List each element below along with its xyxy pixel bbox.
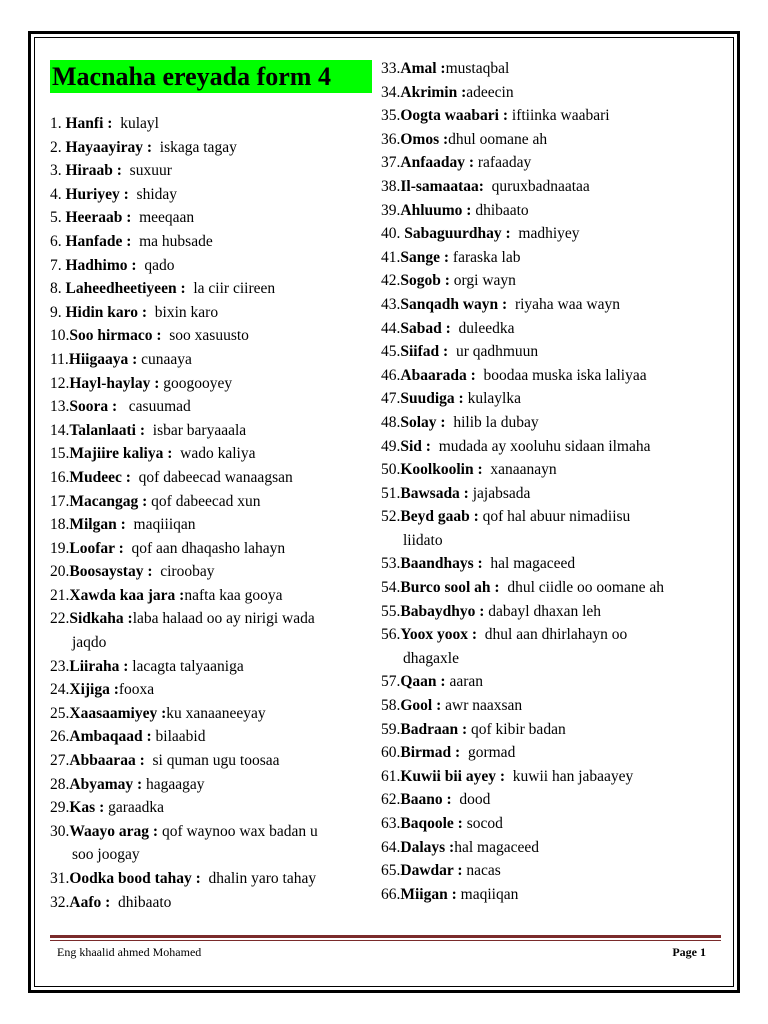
item-term: Il-samaataa: bbox=[400, 177, 484, 195]
item-number: 16. bbox=[50, 468, 70, 486]
item-number: 61. bbox=[381, 767, 401, 785]
item-number: 20. bbox=[50, 563, 70, 581]
item-number: 62. bbox=[381, 791, 401, 809]
item-definition: dhul oomane ah bbox=[448, 130, 548, 148]
item-number: 23. bbox=[50, 657, 70, 675]
item-term: Abyamay : bbox=[69, 775, 143, 793]
item-term: Akrimin : bbox=[400, 83, 467, 101]
item-term: Aafo : bbox=[69, 893, 111, 911]
item-number: 38. bbox=[381, 177, 401, 195]
item-definition-continued: liidato bbox=[403, 531, 443, 549]
item-definition: dhalin yaro tahay bbox=[200, 870, 317, 887]
item-definition: kulaylka bbox=[463, 390, 521, 408]
item-definition: madhiyey bbox=[510, 225, 580, 243]
item-term: Boosaystay : bbox=[69, 563, 153, 581]
item-term: Laheedheetiyeen : bbox=[65, 280, 186, 298]
vocab-item bbox=[381, 836, 721, 860]
item-term: Omos : bbox=[400, 130, 449, 148]
item-term: Birmad : bbox=[400, 744, 461, 762]
item-term: Baano : bbox=[400, 791, 452, 809]
item-number: 35. bbox=[381, 107, 401, 125]
item-number: 39. bbox=[381, 201, 401, 219]
item-number: 43. bbox=[381, 295, 401, 313]
item-definition: ma hubsade bbox=[131, 232, 213, 250]
vocab-item bbox=[381, 104, 721, 128]
item-number: 32. bbox=[50, 893, 70, 911]
vocab-item bbox=[381, 623, 721, 670]
vocab-item bbox=[381, 364, 721, 388]
item-number: 3. bbox=[50, 162, 66, 180]
item-term: Dawdar : bbox=[400, 862, 463, 880]
item-definition: xanaanayn bbox=[482, 461, 557, 479]
item-term: Badraan : bbox=[400, 720, 468, 738]
item-number: 18. bbox=[50, 516, 70, 534]
item-definition: ur qadhmuun bbox=[448, 343, 539, 361]
item-number: 19. bbox=[50, 539, 70, 557]
item-number: 58. bbox=[381, 697, 401, 715]
item-number: 66. bbox=[381, 885, 401, 903]
item-term: Hanfade : bbox=[65, 232, 132, 250]
item-definition: dood bbox=[451, 791, 491, 809]
item-term: Hayl-haylay : bbox=[69, 374, 160, 392]
vocab-item bbox=[381, 340, 721, 364]
item-number: 40. bbox=[381, 225, 405, 243]
item-number: 15. bbox=[50, 445, 70, 463]
vocab-item bbox=[50, 584, 368, 608]
item-definition: lacagta talyaaniga bbox=[128, 657, 244, 675]
item-term: Kuwii bii ayey : bbox=[400, 767, 506, 785]
vocab-item bbox=[50, 301, 368, 325]
item-number: 24. bbox=[50, 681, 70, 699]
item-definition: la ciir ciireen bbox=[185, 280, 276, 298]
item-term: Sange : bbox=[400, 248, 450, 266]
vocab-item bbox=[381, 57, 721, 81]
item-number: 48. bbox=[381, 413, 401, 431]
item-number: 51. bbox=[381, 484, 401, 502]
item-term: Ahluumo : bbox=[400, 201, 472, 219]
item-number: 22. bbox=[50, 610, 70, 628]
vocab-item bbox=[50, 348, 368, 372]
item-definition: bixin karo bbox=[147, 303, 219, 321]
item-definition: boodaa muska iska laliyaa bbox=[475, 366, 647, 384]
item-definition: casuumad bbox=[117, 398, 191, 416]
item-term: Majiire kaliya : bbox=[69, 445, 173, 463]
item-definition: laba halaad oo ay nirigi wada bbox=[132, 610, 315, 628]
vocab-item bbox=[50, 136, 368, 160]
item-term: Hayaayiray : bbox=[65, 138, 153, 156]
item-definition: mustaqbal bbox=[445, 60, 510, 77]
item-definition-continued: jaqdo bbox=[72, 634, 107, 652]
vocab-item bbox=[381, 387, 721, 411]
item-definition: rafaaday bbox=[474, 154, 532, 172]
vocab-item bbox=[50, 183, 368, 207]
item-definition: dhibaato bbox=[471, 201, 529, 219]
item-term: Sogob : bbox=[400, 272, 450, 290]
item-term: Miigan : bbox=[400, 885, 457, 903]
item-term: Hadhimo : bbox=[65, 256, 137, 274]
item-term: Koolkoolin : bbox=[400, 461, 483, 479]
vocab-item bbox=[50, 230, 368, 254]
item-number: 54. bbox=[381, 579, 401, 597]
footer-rule bbox=[50, 935, 721, 938]
vocab-list-right bbox=[381, 57, 721, 906]
item-definition: hal magaceed bbox=[482, 555, 576, 573]
item-definition: qof aan dhaqasho lahayn bbox=[123, 539, 286, 557]
item-definition: suxuur bbox=[121, 162, 172, 180]
item-number: 53. bbox=[381, 555, 401, 573]
item-term: Sanqadh wayn : bbox=[400, 295, 508, 313]
item-definition: gormad bbox=[460, 744, 516, 762]
item-number: 2. bbox=[50, 138, 66, 156]
item-definition: qof dabeecad wanaagsan bbox=[130, 468, 293, 486]
item-term: Dalays : bbox=[400, 838, 455, 856]
vocab-item bbox=[381, 435, 721, 459]
item-definition: wado kaliya bbox=[172, 445, 256, 463]
item-term: Sabaguurdhay : bbox=[404, 225, 511, 243]
vocab-item bbox=[381, 128, 721, 152]
item-term: Hiraab : bbox=[65, 162, 122, 180]
item-term: Solay : bbox=[400, 413, 446, 431]
footer-rule-thin bbox=[50, 940, 721, 941]
vocab-item bbox=[381, 812, 721, 836]
vocab-item bbox=[381, 505, 721, 552]
vocab-item bbox=[381, 151, 721, 175]
item-term: Soora : bbox=[69, 398, 118, 416]
item-term: Ambaqaad : bbox=[69, 728, 152, 746]
item-number: 27. bbox=[50, 752, 70, 770]
item-term: Yoox yoox : bbox=[400, 626, 478, 644]
item-definition: faraska lab bbox=[449, 248, 521, 266]
item-number: 31. bbox=[50, 870, 70, 887]
vocab-item bbox=[381, 317, 721, 341]
item-number: 12. bbox=[50, 374, 70, 392]
vocab-item bbox=[381, 694, 721, 718]
document-title: Macnaha ereyada form 4 bbox=[50, 60, 372, 93]
item-number: 52. bbox=[381, 508, 401, 526]
vocab-item bbox=[50, 324, 368, 348]
item-definition: nacas bbox=[462, 862, 501, 880]
vocab-item bbox=[50, 442, 368, 466]
item-term: Sidkaha : bbox=[69, 610, 133, 628]
vocab-item bbox=[50, 773, 368, 797]
item-term: Sid : bbox=[400, 437, 431, 455]
item-definition: ku xanaaneeyay bbox=[166, 704, 266, 722]
item-number: 50. bbox=[381, 461, 401, 479]
item-definition: iftiinka waabari bbox=[508, 107, 610, 125]
item-term: Loofar : bbox=[69, 539, 124, 557]
vocab-item bbox=[50, 466, 368, 490]
item-number: 59. bbox=[381, 720, 401, 738]
item-definition: cunaaya bbox=[137, 350, 192, 368]
item-number: 63. bbox=[381, 815, 401, 832]
vocab-list-left bbox=[50, 112, 368, 914]
item-definition: qof waynoo wax badan u bbox=[158, 822, 318, 840]
item-term: Sabad : bbox=[400, 319, 451, 337]
vocab-item bbox=[381, 741, 721, 765]
item-number: 5. bbox=[50, 209, 66, 227]
vocab-item bbox=[381, 788, 721, 812]
item-number: 1. bbox=[50, 115, 66, 132]
vocab-item bbox=[50, 796, 368, 820]
vocab-item bbox=[50, 254, 368, 278]
item-term: Amal : bbox=[400, 60, 446, 77]
vocab-item bbox=[50, 513, 368, 537]
item-number: 47. bbox=[381, 390, 401, 408]
vocab-item bbox=[50, 749, 368, 773]
item-term: Hanfi : bbox=[65, 115, 113, 132]
item-definition: fooxa bbox=[118, 681, 155, 699]
item-term: Baqoole : bbox=[400, 815, 463, 832]
item-term: Oogta waabari : bbox=[400, 107, 509, 125]
item-definition: hal magaceed bbox=[454, 838, 539, 856]
item-definition: iskaga tagay bbox=[152, 138, 237, 156]
item-number: 4. bbox=[50, 185, 66, 203]
item-number: 65. bbox=[381, 862, 401, 880]
vocab-item bbox=[381, 670, 721, 694]
vocab-item bbox=[381, 765, 721, 789]
vocab-item bbox=[50, 112, 368, 136]
item-number: 26. bbox=[50, 728, 70, 746]
item-definition: ciroobay bbox=[152, 563, 215, 581]
item-definition: aaran bbox=[445, 673, 484, 691]
item-definition: qof dabeecad xun bbox=[147, 492, 261, 510]
item-number: 57. bbox=[381, 673, 401, 691]
vocab-item bbox=[381, 175, 721, 199]
vocab-item bbox=[50, 206, 368, 230]
item-term: Talanlaati : bbox=[69, 421, 146, 439]
item-term: Baandhays : bbox=[400, 555, 483, 573]
item-definition: maqiiiqan bbox=[125, 516, 196, 534]
item-number: 14. bbox=[50, 421, 70, 439]
item-term: Macangag : bbox=[69, 492, 148, 510]
item-number: 56. bbox=[381, 626, 401, 644]
item-term: Milgan : bbox=[69, 516, 126, 534]
item-definition: isbar baryaaala bbox=[145, 421, 247, 439]
vocab-item bbox=[50, 277, 368, 301]
vocab-item bbox=[381, 411, 721, 435]
item-definition: awr naaxsan bbox=[441, 697, 523, 715]
item-term: Soo hirmaco : bbox=[69, 327, 162, 345]
vocab-item bbox=[381, 718, 721, 742]
item-term: Babaydhyo : bbox=[400, 602, 485, 620]
item-number: 36. bbox=[381, 130, 401, 148]
item-number: 60. bbox=[381, 744, 401, 762]
vocab-item bbox=[381, 222, 721, 246]
item-definition: riyaha waa wayn bbox=[507, 295, 620, 313]
item-number: 55. bbox=[381, 602, 401, 620]
vocab-item bbox=[381, 269, 721, 293]
vocab-item bbox=[381, 883, 721, 907]
vocab-item bbox=[50, 678, 368, 702]
item-definition-continued: dhagaxle bbox=[403, 649, 459, 667]
item-number: 13. bbox=[50, 398, 70, 416]
vocab-item bbox=[381, 552, 721, 576]
vocab-item bbox=[50, 867, 368, 891]
vocab-item bbox=[50, 820, 368, 867]
item-number: 42. bbox=[381, 272, 401, 290]
item-term: Suudiga : bbox=[400, 390, 464, 408]
vocab-item bbox=[50, 891, 368, 915]
item-definition: kulayl bbox=[112, 115, 159, 132]
vocab-item bbox=[381, 859, 721, 883]
item-term: Mudeec : bbox=[69, 468, 131, 486]
item-number: 8. bbox=[50, 280, 66, 298]
item-number: 21. bbox=[50, 586, 70, 604]
item-number: 25. bbox=[50, 704, 70, 722]
item-definition: hagaagay bbox=[142, 775, 205, 793]
item-definition: orgi wayn bbox=[449, 272, 516, 290]
vocab-item bbox=[381, 199, 721, 223]
item-definition: soo xasuusto bbox=[161, 327, 249, 345]
vocab-item bbox=[381, 246, 721, 270]
vocab-item bbox=[50, 702, 368, 726]
item-definition: duleedka bbox=[450, 319, 515, 337]
item-number: 7. bbox=[50, 256, 66, 274]
item-number: 6. bbox=[50, 232, 66, 250]
item-number: 29. bbox=[50, 799, 70, 817]
item-term: Beyd gaab : bbox=[400, 508, 479, 526]
item-term: Bawsada : bbox=[400, 484, 469, 502]
item-definition: dhul ciidle oo oomane ah bbox=[499, 579, 664, 597]
item-term: Xaasaamiyey : bbox=[69, 704, 167, 722]
item-number: 41. bbox=[381, 248, 401, 266]
item-definition: dhul aan dhirlahayn oo bbox=[477, 626, 628, 644]
item-definition: mudada ay xooluhu sidaan ilmaha bbox=[430, 437, 651, 455]
item-number: 10. bbox=[50, 327, 70, 345]
vocab-item bbox=[381, 576, 721, 600]
item-definition: bilaabid bbox=[151, 728, 206, 746]
footer-author: Eng khaalid ahmed Mohamed bbox=[57, 945, 202, 959]
item-term: Xawda kaa jara : bbox=[69, 586, 185, 604]
item-number: 45. bbox=[381, 343, 401, 361]
item-definition: garaadka bbox=[104, 799, 165, 817]
item-definition: quruxbadnaataa bbox=[483, 177, 590, 195]
item-definition: kuwii han jabaayey bbox=[505, 767, 634, 785]
vocab-item bbox=[381, 293, 721, 317]
vocab-item bbox=[50, 607, 368, 654]
item-term: Qaan : bbox=[400, 673, 446, 691]
vocab-item bbox=[50, 159, 368, 183]
item-definition: dhibaato bbox=[110, 893, 172, 911]
vocab-item bbox=[50, 560, 368, 584]
item-number: 46. bbox=[381, 366, 401, 384]
item-term: Abbaaraa : bbox=[69, 752, 145, 770]
item-term: Liiraha : bbox=[69, 657, 129, 675]
item-definition: googooyey bbox=[159, 374, 233, 392]
item-number: 33. bbox=[381, 60, 401, 77]
item-term: Huriyey : bbox=[65, 185, 129, 203]
item-number: 17. bbox=[50, 492, 70, 510]
item-number: 28. bbox=[50, 775, 70, 793]
item-term: Waayo arag : bbox=[69, 822, 159, 840]
item-definition: dabayl dhaxan leh bbox=[484, 602, 602, 620]
item-definition: adeecin bbox=[466, 83, 514, 101]
item-definition: hilib la dubay bbox=[445, 413, 539, 431]
item-number: 37. bbox=[381, 154, 401, 172]
item-definition: socod bbox=[462, 815, 503, 832]
item-term: Burco sool ah : bbox=[400, 579, 500, 597]
item-term: Siifad : bbox=[400, 343, 449, 361]
item-term: Heeraab : bbox=[65, 209, 132, 227]
vocab-item bbox=[50, 537, 368, 561]
vocab-item bbox=[50, 725, 368, 749]
item-term: Gool : bbox=[400, 697, 442, 715]
item-term: Oodka bood tahay : bbox=[69, 870, 201, 887]
item-number: 30. bbox=[50, 822, 70, 840]
item-definition-continued: soo joogay bbox=[72, 846, 140, 864]
item-number: 64. bbox=[381, 838, 401, 856]
item-definition: jajabsada bbox=[468, 484, 531, 502]
vocab-item bbox=[50, 419, 368, 443]
item-definition: maqiiqan bbox=[456, 885, 519, 903]
vocab-item bbox=[50, 372, 368, 396]
footer-page-number: Page 1 bbox=[672, 945, 706, 959]
item-number: 11. bbox=[50, 350, 69, 368]
item-number: 9. bbox=[50, 303, 66, 321]
item-definition: nafta kaa gooya bbox=[184, 586, 283, 604]
item-term: Hidin karo : bbox=[65, 303, 148, 321]
item-term: Anfaaday : bbox=[400, 154, 475, 172]
item-definition: meeqaan bbox=[131, 209, 195, 227]
vocab-item bbox=[381, 600, 721, 624]
item-term: Abaarada : bbox=[400, 366, 476, 384]
item-number: 44. bbox=[381, 319, 401, 337]
item-number: 34. bbox=[381, 83, 401, 101]
vocab-item bbox=[381, 458, 721, 482]
vocab-item bbox=[50, 395, 368, 419]
item-definition: qof kibir badan bbox=[467, 720, 566, 738]
vocab-item bbox=[381, 81, 721, 105]
item-term: Kas : bbox=[69, 799, 105, 817]
item-number: 49. bbox=[381, 437, 401, 455]
item-term: Xijiga : bbox=[69, 681, 119, 699]
item-definition: qof hal abuur nimadiisu bbox=[478, 508, 631, 526]
item-definition: qado bbox=[136, 256, 175, 274]
vocab-item bbox=[50, 490, 368, 514]
vocab-item bbox=[50, 655, 368, 679]
vocab-item bbox=[381, 482, 721, 506]
item-term: Hiigaaya : bbox=[68, 350, 138, 368]
item-definition: si quman ugu toosaa bbox=[144, 752, 280, 770]
item-definition: shiday bbox=[128, 185, 177, 203]
